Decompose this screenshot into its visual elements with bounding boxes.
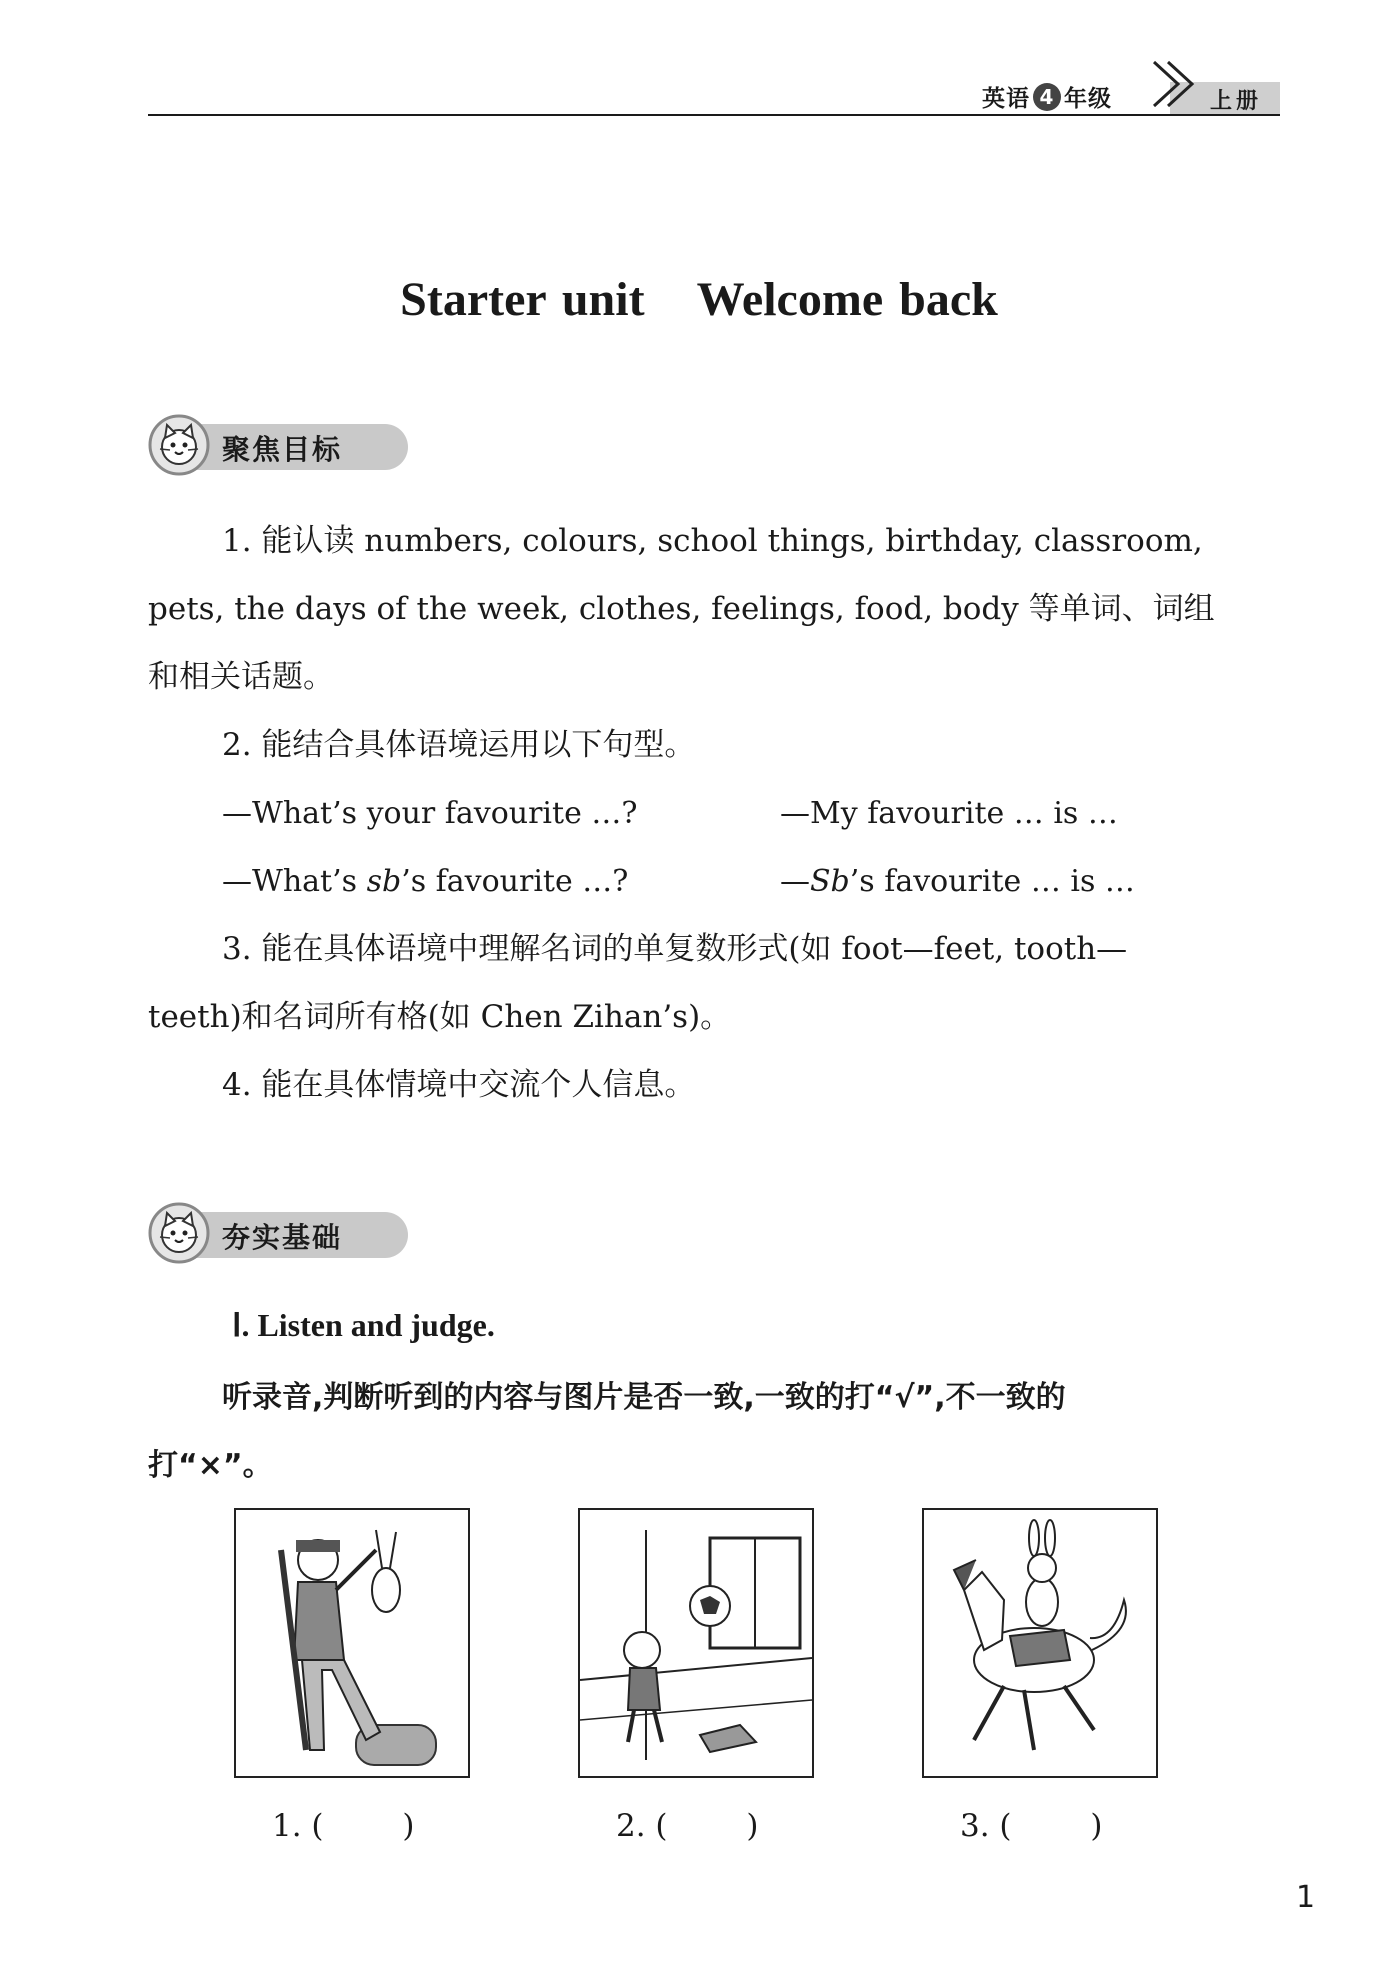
answer-2: —Sb’s favourite … is … (780, 864, 1135, 899)
instruction-line-2: 打“×”。 (148, 1448, 273, 1483)
grade-number-badge: 4 (1033, 83, 1061, 111)
section-goals-label: 聚焦目标 (222, 433, 343, 466)
header-volume-label: 上册 (1210, 89, 1263, 114)
question-1: —What’s your favourite …? (222, 796, 638, 831)
header-subject (982, 80, 1112, 113)
section-badge-goals (148, 414, 410, 474)
goal-4: 4. 能在具体情境中交流个人信息。 (222, 1067, 696, 1103)
unit-title-part2: Welcome back (696, 273, 998, 326)
cat-face-icon (148, 1202, 210, 1264)
cat-face-icon (148, 414, 210, 476)
rabbit-riding-horse-picture (922, 1508, 1158, 1778)
header-subject-label: 英语 (982, 86, 1030, 112)
page-number: 1 (1296, 1880, 1316, 1915)
section-basics-label: 夯实基础 (222, 1221, 343, 1254)
boy-ball-broken-window-picture (578, 1508, 814, 1778)
goal-1-line-3: 和相关话题。 (148, 659, 334, 695)
double-chevron-icon (1150, 58, 1200, 110)
goal-3-line-2: teeth)和名词所有格(如 Chen Zihan’s)。 (148, 999, 732, 1035)
section-badge-basics (148, 1202, 410, 1262)
goal-3-line-1: 3. 能在具体语境中理解名词的单复数形式(如 foot—feet, tooth— (222, 931, 1128, 967)
answer-blank-2[interactable]: 2. ( ) (616, 1808, 759, 1844)
hunter-with-rabbit-picture (234, 1508, 470, 1778)
header-grade-label: 年级 (1064, 86, 1112, 112)
goal-2: 2. 能结合具体语境运用以下句型。 (222, 727, 696, 763)
goal-1-line-1: 1. 能认读 numbers, colours, school things, birthday, classroom, (222, 523, 1203, 559)
instruction-line-1: 听录音,判断听到的内容与图片是否一致,一致的打“√”,不一致的 (222, 1380, 1066, 1415)
answer-blank-3[interactable]: 3. ( ) (960, 1808, 1103, 1844)
unit-title (0, 272, 1398, 327)
exercise-heading: Ⅰ. Listen and judge. (232, 1307, 495, 1343)
answer-1: —My favourite … is … (780, 796, 1118, 831)
question-2: —What’s sb’s favourite …? (222, 864, 629, 899)
header-divider (148, 114, 1280, 116)
answer-blank-1[interactable]: 1. ( ) (272, 1808, 415, 1844)
unit-title-part1: Starter unit (400, 273, 645, 326)
goal-1-line-2: pets, the days of the week, clothes, feelings, food, body 等单词、词组 (148, 591, 1215, 627)
